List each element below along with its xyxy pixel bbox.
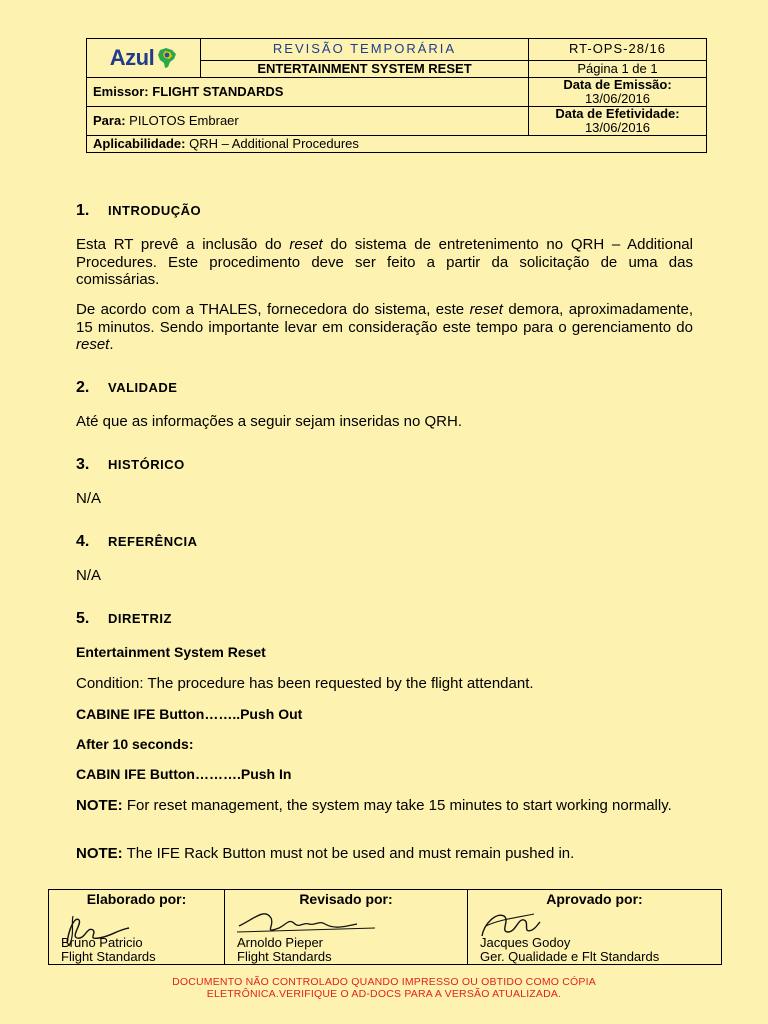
procedure-step-1: CABINE IFE Button……..Push Out [76, 706, 303, 722]
section-title: INTRODUÇÃO [108, 203, 202, 218]
section-validade-heading [76, 379, 177, 397]
validade-text: Até que as informações a seguir sejam inseridas no QRH. [76, 413, 463, 430]
emissor-field [87, 78, 529, 107]
text-run: do sistema de entretenimento no QRH – Additional Procedures. Este procedimento deve ser feito a partir da solicitação de uma das comissárias. [76, 236, 693, 288]
signatory-role: Flight Standards [61, 948, 156, 964]
aplicabilidade-value: QRH – Additional Procedures [189, 136, 359, 151]
signature-label: Revisado por: [299, 891, 393, 907]
emphasis-text: reset [469, 301, 503, 318]
brazil-map-icon [157, 47, 177, 69]
historico-text: N/A [76, 490, 102, 507]
para-label: Para: [93, 113, 126, 128]
document-code: RT-OPS-28/16 [529, 39, 707, 61]
emissor-value: FLIGHT STANDARDS [152, 84, 284, 99]
notice-line-2: ELETRÔNICA.VERIFIQUE O AD-DOCS PARA A VERSÃO ATUALIZADA. [206, 987, 562, 1000]
para-value: PILOTOS Embraer [129, 113, 239, 128]
uncontrolled-document-notice [60, 977, 708, 1000]
efetividade-label: Data de Efetividade: [555, 106, 680, 121]
note-2 [76, 845, 693, 863]
signatory-name: Arnoldo Pieper [237, 935, 323, 950]
referencia-text: N/A [76, 567, 102, 584]
signatory-name: Jacques Godoy [480, 935, 571, 950]
section-title: REFERÊNCIA [108, 534, 198, 549]
note-text: The IFE Rack Button must not be used and must remain pushed in. [122, 845, 575, 862]
section-title: HISTÓRICO [108, 457, 185, 472]
document-subtitle: ENTERTAINMENT SYSTEM RESET [201, 60, 529, 77]
text-run: Esta RT prevê a inclusão do [76, 236, 290, 253]
section-historico-heading [76, 456, 185, 474]
emphasis-text: reset [76, 336, 110, 353]
signatory-info [237, 936, 332, 963]
emphasis-text: reset [289, 236, 323, 253]
notice-line-1: DOCUMENTO NÃO CONTROLADO QUANDO IMPRESSO OU OBTIDO COMO CÓPIA [172, 976, 596, 988]
note-1 [76, 797, 693, 815]
azul-logo [87, 39, 200, 77]
procedure-step-2: After 10 seconds: [76, 736, 194, 752]
intro-paragraph-1 [76, 236, 693, 289]
para-field [87, 107, 529, 136]
note-text: For reset management, the system may take 15 minutes to start working normally. [122, 797, 672, 814]
emissor-label: Emissor: [93, 84, 149, 99]
emissao-date-field [529, 78, 707, 107]
procedure-title: Entertainment System Reset [76, 644, 266, 660]
document-title: REVISÃO TEMPORÁRIA [201, 39, 529, 61]
signatory-role: Flight Standards [237, 948, 332, 964]
note-label: NOTE: [76, 797, 123, 814]
efetividade-date-field [529, 107, 707, 136]
intro-paragraph-2 [76, 301, 693, 354]
emissao-label: Data de Emissão: [563, 77, 672, 92]
section-number: 1. [76, 202, 90, 219]
section-number: 2. [76, 379, 90, 396]
page-info: Página 1 de 1 [529, 60, 707, 77]
efetividade-value: 13/06/2016 [584, 120, 651, 135]
section-number: 5. [76, 610, 90, 627]
signature-label: Elaborado por: [86, 891, 187, 907]
text-run: . [109, 336, 114, 353]
signature-label: Aprovado por: [546, 891, 643, 907]
aplicabilidade-label: Aplicabilidade: [93, 136, 186, 151]
section-number: 3. [76, 456, 90, 473]
section-diretriz-heading [76, 610, 172, 628]
document-header-table [86, 38, 707, 153]
text-run: De acordo com a THALES, fornecedora do sistema, este [76, 301, 470, 318]
note-label: NOTE: [76, 845, 123, 862]
section-title: VALIDADE [108, 380, 178, 395]
section-title: DIRETRIZ [108, 611, 172, 626]
section-introducao-heading [76, 202, 201, 220]
signatory-info [61, 936, 156, 963]
signature-table [48, 889, 722, 965]
signatory-role: Ger. Qualidade e Flt Standards [480, 948, 660, 964]
signature-aprovado [468, 890, 722, 965]
section-number: 4. [76, 533, 90, 550]
signature-revisado [225, 890, 468, 965]
signatory-info [480, 936, 659, 963]
emissao-value: 13/06/2016 [584, 91, 651, 106]
section-referencia-heading [76, 533, 198, 551]
procedure-step-3: CABIN IFE Button……….Push In [76, 766, 292, 782]
aplicabilidade-field [87, 136, 707, 153]
signature-elaborado [49, 890, 225, 965]
procedure-condition: Condition: The procedure has been requested by the flight attendant. [76, 675, 534, 692]
text-run: demora, aproximadamente, 15 minutos. Sendo importante levar em consideração este tempo para o gerenciamento do [76, 301, 693, 336]
logo-text: Azul [109, 45, 155, 70]
logo-cell [87, 39, 201, 78]
signatory-name: Bruno Patricio [61, 935, 143, 950]
